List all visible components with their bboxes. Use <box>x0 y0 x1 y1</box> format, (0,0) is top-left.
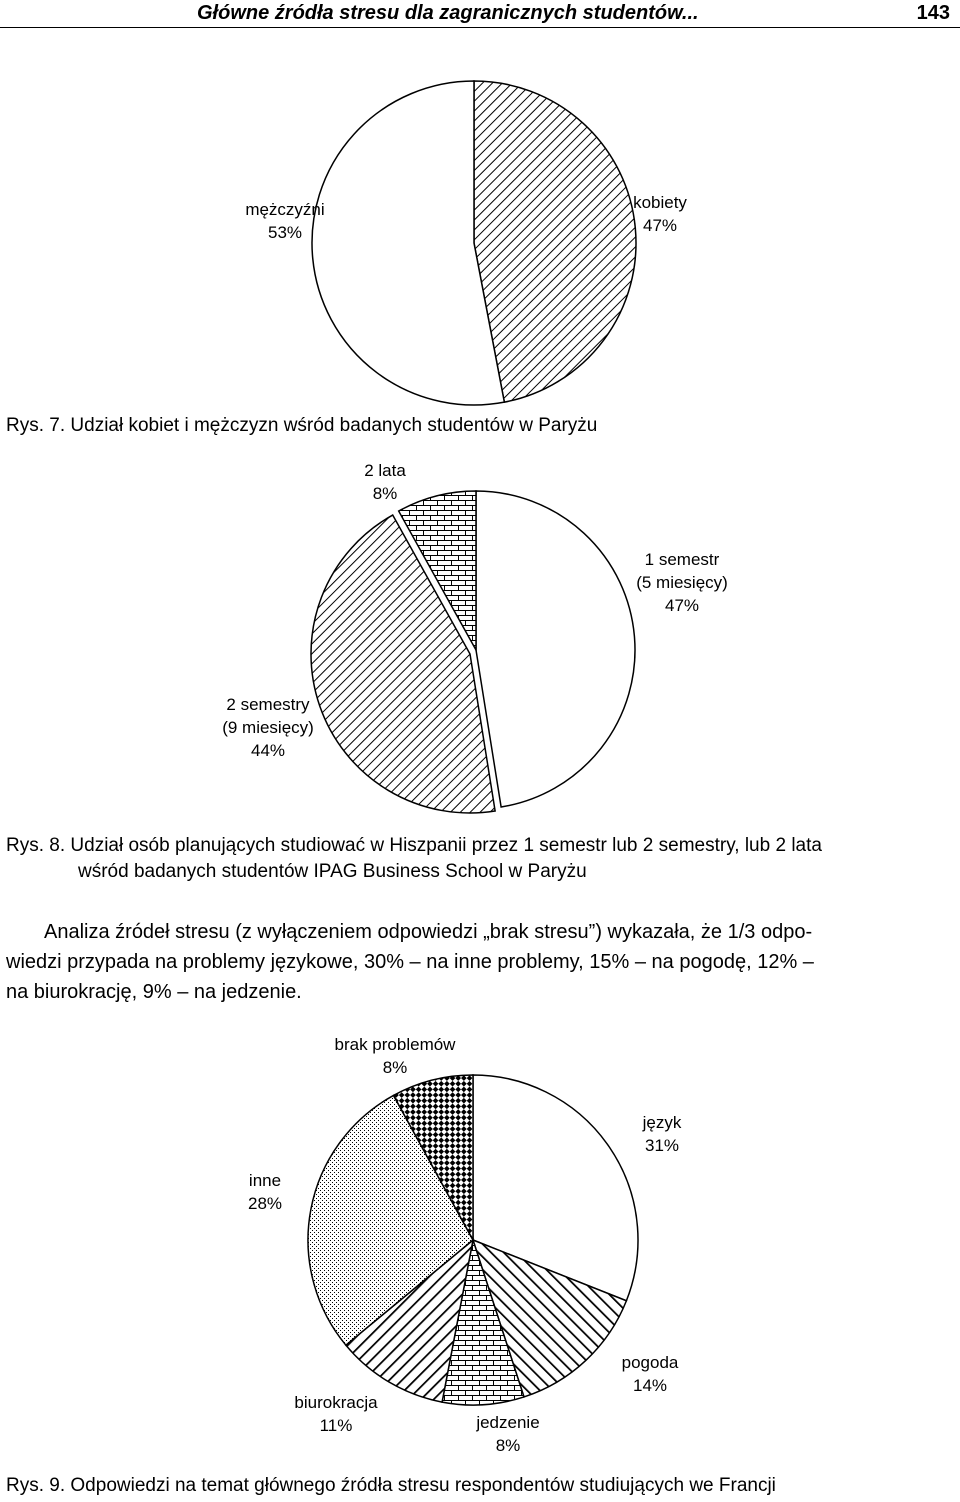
pie-chart-study-duration <box>0 461 960 830</box>
pie-slice <box>476 491 635 807</box>
slice-label: brak problemów 8% <box>334 1035 456 1077</box>
header-rule <box>0 27 960 28</box>
figure-caption-8-line1: Rys. 8. Udział osób planujących studiować w Hiszpanii przez 1 semestr lub 2 semestry, lub 2 lata <box>6 835 822 856</box>
slice-label: biurokracja 11% <box>294 1393 378 1435</box>
page-number: 143 <box>916 2 950 24</box>
paragraph-line-1: Analiza źródeł stresu (z wyłączeniem odpowiedzi „brak stresu”) wykazała, że 1/3 odpo- <box>44 921 813 943</box>
figure-caption-9: Rys. 9. Odpowiedzi na temat głównego źródła stresu respondentów studiujących we Francji <box>6 1475 776 1496</box>
slice-label: jedzenie 8% <box>476 1413 540 1455</box>
slice-label: inne 28% <box>247 1171 283 1213</box>
slice-label: mężczyźni 53% <box>245 200 325 242</box>
figure-caption-7: Rys. 7. Udział kobiet i mężczyzn wśród badanych studentów w Paryżu <box>6 415 598 436</box>
paragraph-line-3: na biurokrację, 9% – na jedzenie. <box>6 981 302 1003</box>
running-title: Główne źródła stresu dla zagranicznych studentów... <box>197 2 699 24</box>
paragraph-line-2: wiedzi przypada na problemy językowe, 30% – na inne problemy, 15% – na pogodę, 12% – <box>6 951 814 973</box>
page-header <box>0 0 960 30</box>
slice-label: 1 semestr (5 miesięcy) 47% <box>636 550 728 615</box>
pie-slice <box>474 81 636 402</box>
slice-label: 2 lata 8% <box>364 461 406 503</box>
body-paragraph <box>6 917 954 1007</box>
pie-chart-gender <box>0 60 960 420</box>
figure-caption-8-line2: wśród badanych studentów IPAG Business School w Paryżu <box>78 861 587 882</box>
pie-chart-stress-sources <box>0 1030 960 1460</box>
slice-label: pogoda 14% <box>621 1353 679 1395</box>
slice-label: kobiety 47% <box>633 193 687 235</box>
slice-label: język 31% <box>642 1113 682 1155</box>
slice-label: 2 semestry (9 miesięcy) 44% <box>222 695 314 760</box>
